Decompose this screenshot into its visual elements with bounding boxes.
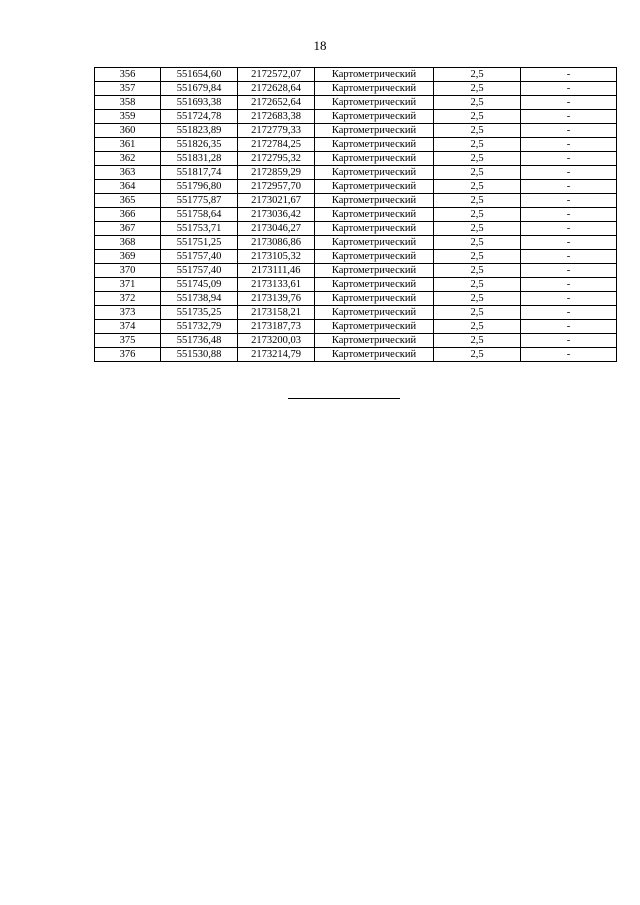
note-cell: - <box>521 166 617 180</box>
table-row <box>95 306 617 320</box>
method-cell: Картометрический <box>315 166 434 180</box>
point-number-cell: 370 <box>95 264 161 278</box>
method-cell: Картометрический <box>315 264 434 278</box>
note-cell: - <box>521 124 617 138</box>
note-cell: - <box>521 348 617 362</box>
accuracy-cell: 2,5 <box>434 110 521 124</box>
y-coordinate-cell: 2173021,67 <box>238 194 315 208</box>
y-coordinate-cell: 2173036,42 <box>238 208 315 222</box>
y-coordinate-cell: 2173200,03 <box>238 334 315 348</box>
method-cell: Картометрический <box>315 250 434 264</box>
point-number-cell: 363 <box>95 166 161 180</box>
accuracy-cell: 2,5 <box>434 208 521 222</box>
accuracy-cell: 2,5 <box>434 166 521 180</box>
x-coordinate-cell: 551823,89 <box>161 124 238 138</box>
method-cell: Картометрический <box>315 222 434 236</box>
x-coordinate-cell: 551775,87 <box>161 194 238 208</box>
table-row <box>95 82 617 96</box>
y-coordinate-cell: 2172652,64 <box>238 96 315 110</box>
point-number-cell: 356 <box>95 68 161 82</box>
method-cell: Картометрический <box>315 320 434 334</box>
method-cell: Картометрический <box>315 110 434 124</box>
table-row <box>95 152 617 166</box>
point-number-cell: 358 <box>95 96 161 110</box>
point-number-cell: 372 <box>95 292 161 306</box>
note-cell: - <box>521 194 617 208</box>
point-number-cell: 369 <box>95 250 161 264</box>
y-coordinate-cell: 2172779,33 <box>238 124 315 138</box>
y-coordinate-cell: 2173158,21 <box>238 306 315 320</box>
method-cell: Картометрический <box>315 334 434 348</box>
accuracy-cell: 2,5 <box>434 96 521 110</box>
point-number-cell: 375 <box>95 334 161 348</box>
point-number-cell: 364 <box>95 180 161 194</box>
y-coordinate-cell: 2172795,32 <box>238 152 315 166</box>
accuracy-cell: 2,5 <box>434 306 521 320</box>
end-of-document-rule <box>288 398 400 399</box>
x-coordinate-cell: 551826,35 <box>161 138 238 152</box>
note-cell: - <box>521 152 617 166</box>
x-coordinate-cell: 551751,25 <box>161 236 238 250</box>
method-cell: Картометрический <box>315 208 434 222</box>
note-cell: - <box>521 320 617 334</box>
x-coordinate-cell: 551753,71 <box>161 222 238 236</box>
y-coordinate-cell: 2172628,64 <box>238 82 315 96</box>
method-cell: Картометрический <box>315 292 434 306</box>
point-number-cell: 373 <box>95 306 161 320</box>
note-cell: - <box>521 306 617 320</box>
table-row <box>95 278 617 292</box>
accuracy-cell: 2,5 <box>434 124 521 138</box>
note-cell: - <box>521 68 617 82</box>
note-cell: - <box>521 292 617 306</box>
method-cell: Картометрический <box>315 348 434 362</box>
point-number-cell: 367 <box>95 222 161 236</box>
x-coordinate-cell: 551745,09 <box>161 278 238 292</box>
note-cell: - <box>521 250 617 264</box>
note-cell: - <box>521 180 617 194</box>
accuracy-cell: 2,5 <box>434 152 521 166</box>
x-coordinate-cell: 551654,60 <box>161 68 238 82</box>
y-coordinate-cell: 2173046,27 <box>238 222 315 236</box>
y-coordinate-cell: 2173111,46 <box>238 264 315 278</box>
accuracy-cell: 2,5 <box>434 82 521 96</box>
method-cell: Картометрический <box>315 82 434 96</box>
method-cell: Картометрический <box>315 194 434 208</box>
point-number-cell: 359 <box>95 110 161 124</box>
y-coordinate-cell: 2173214,79 <box>238 348 315 362</box>
x-coordinate-cell: 551738,94 <box>161 292 238 306</box>
table-row <box>95 264 617 278</box>
x-coordinate-cell: 551679,84 <box>161 82 238 96</box>
method-cell: Картометрический <box>315 306 434 320</box>
method-cell: Картометрический <box>315 138 434 152</box>
point-number-cell: 376 <box>95 348 161 362</box>
accuracy-cell: 2,5 <box>434 194 521 208</box>
accuracy-cell: 2,5 <box>434 278 521 292</box>
method-cell: Картометрический <box>315 152 434 166</box>
accuracy-cell: 2,5 <box>434 138 521 152</box>
y-coordinate-cell: 2173105,32 <box>238 250 315 264</box>
accuracy-cell: 2,5 <box>434 250 521 264</box>
table-row <box>95 292 617 306</box>
x-coordinate-cell: 551693,38 <box>161 96 238 110</box>
method-cell: Картометрический <box>315 180 434 194</box>
page-number: 18 <box>313 38 327 53</box>
table-row <box>95 348 617 362</box>
x-coordinate-cell: 551736,48 <box>161 334 238 348</box>
note-cell: - <box>521 278 617 292</box>
table-row <box>95 96 617 110</box>
note-cell: - <box>521 222 617 236</box>
point-number-cell: 368 <box>95 236 161 250</box>
method-cell: Картометрический <box>315 124 434 138</box>
note-cell: - <box>521 208 617 222</box>
accuracy-cell: 2,5 <box>434 348 521 362</box>
coordinates-table-body <box>95 68 617 362</box>
note-cell: - <box>521 264 617 278</box>
accuracy-cell: 2,5 <box>434 180 521 194</box>
y-coordinate-cell: 2172572,07 <box>238 68 315 82</box>
point-number-cell: 365 <box>95 194 161 208</box>
method-cell: Картометрический <box>315 68 434 82</box>
note-cell: - <box>521 334 617 348</box>
x-coordinate-cell: 551817,74 <box>161 166 238 180</box>
x-coordinate-cell: 551757,40 <box>161 250 238 264</box>
table-row <box>95 236 617 250</box>
method-cell: Картометрический <box>315 278 434 292</box>
y-coordinate-cell: 2172683,38 <box>238 110 315 124</box>
point-number-cell: 374 <box>95 320 161 334</box>
table-row <box>95 110 617 124</box>
y-coordinate-cell: 2173086,86 <box>238 236 315 250</box>
x-coordinate-cell: 551831,28 <box>161 152 238 166</box>
table-row <box>95 250 617 264</box>
table-row <box>95 124 617 138</box>
y-coordinate-cell: 2172859,29 <box>238 166 315 180</box>
method-cell: Картометрический <box>315 96 434 110</box>
y-coordinate-cell: 2173139,76 <box>238 292 315 306</box>
accuracy-cell: 2,5 <box>434 320 521 334</box>
point-number-cell: 361 <box>95 138 161 152</box>
accuracy-cell: 2,5 <box>434 222 521 236</box>
note-cell: - <box>521 82 617 96</box>
table-row <box>95 194 617 208</box>
x-coordinate-cell: 551724,78 <box>161 110 238 124</box>
method-cell: Картометрический <box>315 236 434 250</box>
table-row <box>95 68 617 82</box>
accuracy-cell: 2,5 <box>434 334 521 348</box>
note-cell: - <box>521 138 617 152</box>
point-number-cell: 362 <box>95 152 161 166</box>
x-coordinate-cell: 551758,64 <box>161 208 238 222</box>
point-number-cell: 366 <box>95 208 161 222</box>
table-row <box>95 208 617 222</box>
table-row <box>95 138 617 152</box>
point-number-cell: 357 <box>95 82 161 96</box>
note-cell: - <box>521 110 617 124</box>
accuracy-cell: 2,5 <box>434 68 521 82</box>
y-coordinate-cell: 2172784,25 <box>238 138 315 152</box>
x-coordinate-cell: 551732,79 <box>161 320 238 334</box>
x-coordinate-cell: 551735,25 <box>161 306 238 320</box>
table-row <box>95 320 617 334</box>
x-coordinate-cell: 551796,80 <box>161 180 238 194</box>
table-row <box>95 166 617 180</box>
y-coordinate-cell: 2173133,61 <box>238 278 315 292</box>
y-coordinate-cell: 2172957,70 <box>238 180 315 194</box>
table-row <box>95 222 617 236</box>
table-row <box>95 180 617 194</box>
accuracy-cell: 2,5 <box>434 292 521 306</box>
y-coordinate-cell: 2173187,73 <box>238 320 315 334</box>
point-number-cell: 360 <box>95 124 161 138</box>
accuracy-cell: 2,5 <box>434 236 521 250</box>
x-coordinate-cell: 551530,88 <box>161 348 238 362</box>
accuracy-cell: 2,5 <box>434 264 521 278</box>
table-row <box>95 334 617 348</box>
note-cell: - <box>521 236 617 250</box>
note-cell: - <box>521 96 617 110</box>
coordinates-table <box>94 67 617 362</box>
x-coordinate-cell: 551757,40 <box>161 264 238 278</box>
point-number-cell: 371 <box>95 278 161 292</box>
